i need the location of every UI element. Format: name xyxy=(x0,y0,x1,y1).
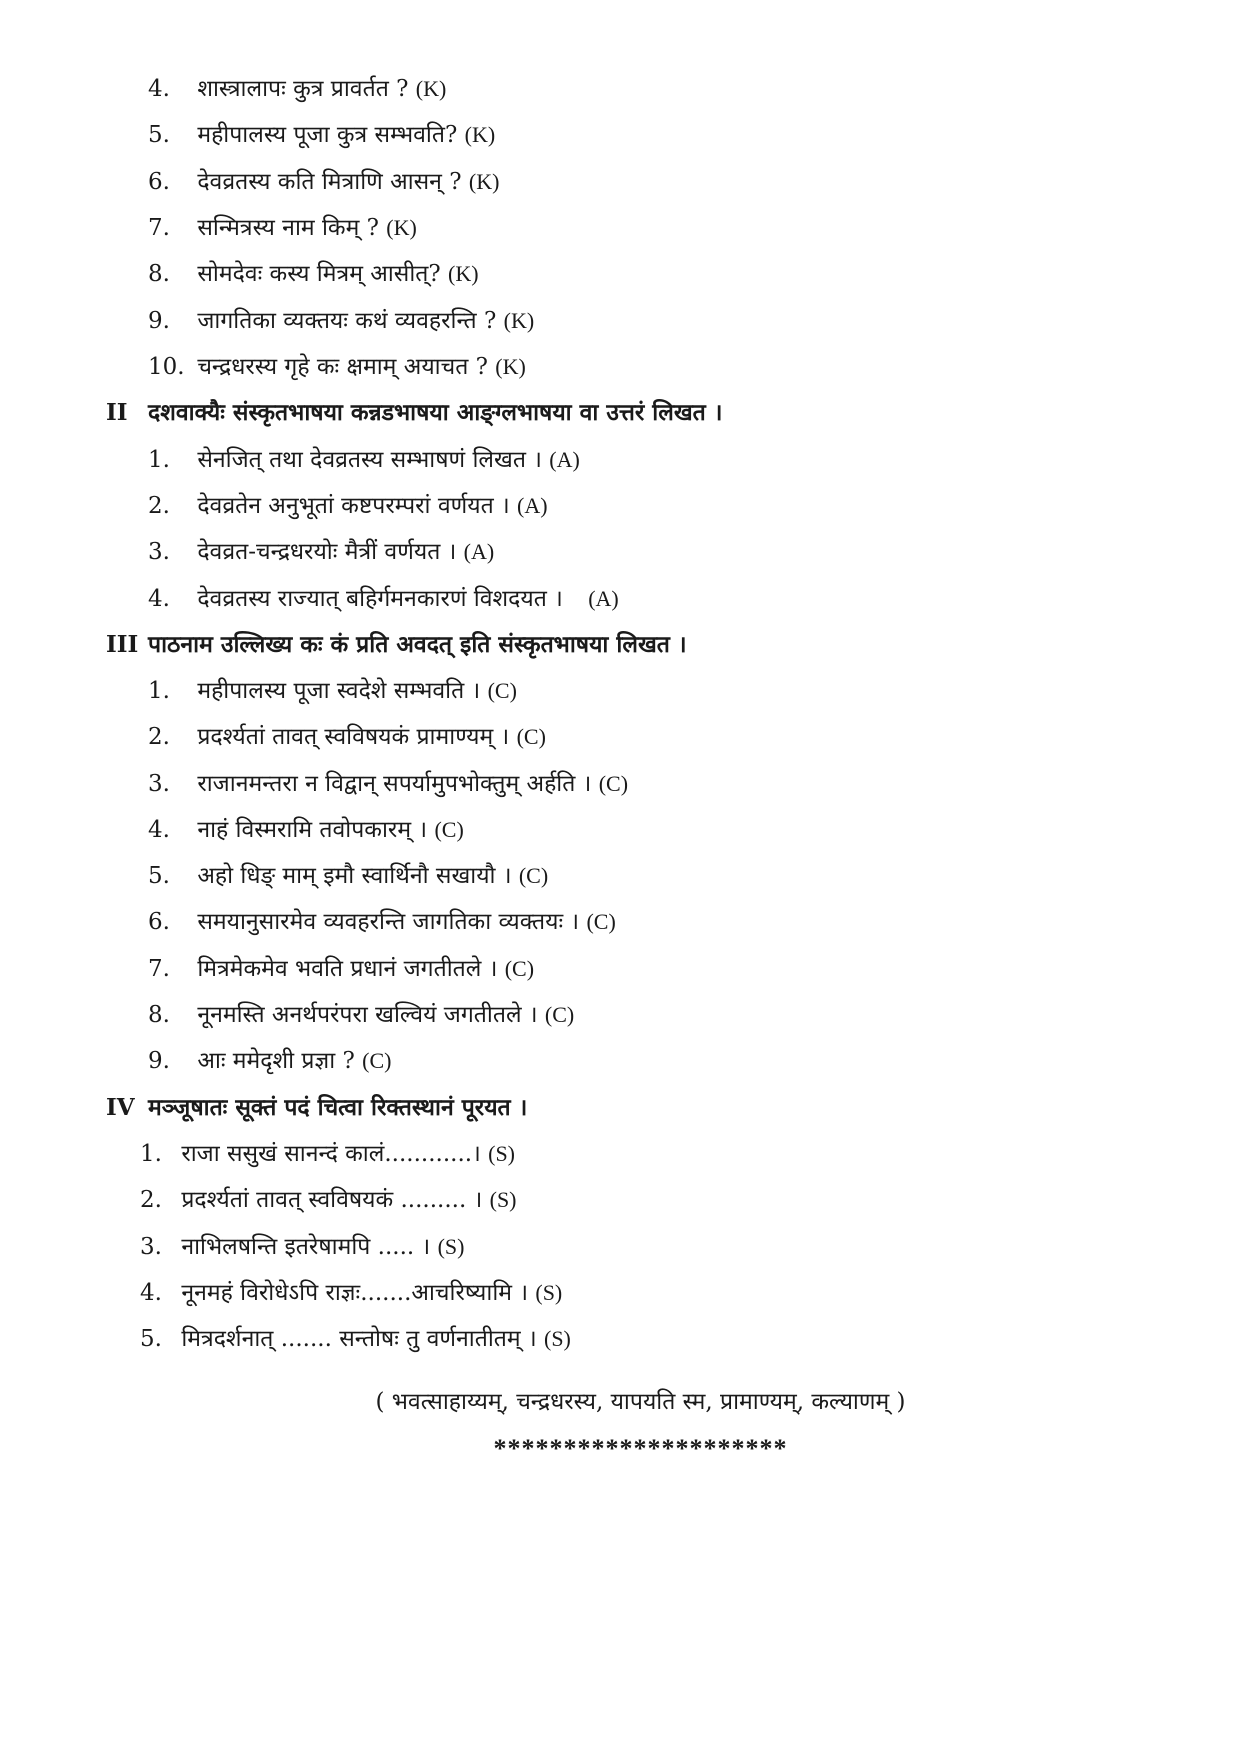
question-ii-4: 4. देवव्रतस्य राज्यात् बहिर्गमनकारणं विशदयत । (A) xyxy=(148,586,619,612)
section-ii-heading: II दशवाक्यैः संस्कृतभाषया कन्नडभाषया आङ्ग्लभाषया वा उत्तरं लिखत । xyxy=(106,399,723,426)
question-i-10: 10. चन्द्रधरस्य गृहे कः क्षमाम् अयाचत ? (K) xyxy=(148,354,526,380)
word-box: ( भवत्साहाय्यम्, चन्द्रधरस्य, यापयति स्म, प्रामाण्यम्, कल्याणम् ) xyxy=(375,1389,906,1415)
question-iv-5: 5. मित्रदर्शनात् ....... सन्तोषः तु वर्णनातीतम् । (S) xyxy=(140,1326,571,1352)
question-iv-1: 1. राजा ससुखं सानन्दं कालं............। (S) xyxy=(140,1141,516,1167)
question-ii-2: 2. देवव्रतेन अनुभूतां कष्टपरम्परां वर्णयत । (A) xyxy=(148,493,548,519)
question-iii-6: 6. समयानुसारमेव व्यवहरन्ति जागतिका व्यक्तयः । (C) xyxy=(148,909,616,935)
question-iv-3: 3. नाभिलषन्ति इतरेषामपि ..... । (S) xyxy=(140,1234,465,1260)
question-i-9: 9. जागतिका व्यक्तयः कथं व्यवहरन्ति ? (K) xyxy=(148,308,535,334)
question-iii-8: 8. नूनमस्ति अनर्थपरंपरा खल्वियं जगतीतले । (C) xyxy=(148,1002,575,1028)
section-iv-heading: IV मञ्जूषातः सूक्तं पदं चित्वा रिक्तस्थानं पूरयत । xyxy=(106,1094,528,1121)
question-i-4: 4. शास्त्रालापः कुत्र प्रावर्तत ? (K) xyxy=(148,76,447,102)
section-iii-heading: III पाठनाम उल्लिख्य कः कं प्रति अवदत् इति संस्कृतभाषया लिखत । xyxy=(106,631,687,658)
question-ii-3: 3. देवव्रत-चन्द्रधरयोः मैत्रीं वर्णयत । (A) xyxy=(148,539,495,565)
question-i-8: 8. सोमदेवः कस्य मित्रम् आसीत्? (K) xyxy=(148,261,479,287)
question-iv-2: 2. प्रदर्श्यतां तावत् स्वविषयकं ......... । (S) xyxy=(140,1187,517,1213)
question-iii-2: 2. प्रदर्श्यतां तावत् स्वविषयकं प्रामाण्यम् । (C) xyxy=(148,724,546,750)
question-ii-1: 1. सेनजित् तथा देवव्रतस्य सम्भाषणं लिखत । (A) xyxy=(148,447,580,473)
question-iv-4: 4. नूनमहं विरोधेऽपि राज्ञः.......आचरिष्यामि । (S) xyxy=(140,1280,563,1306)
question-iii-7: 7. मित्रमेकमेव भवति प्रधानं जगतीतले । (C) xyxy=(148,956,535,982)
question-iii-9: 9. आः ममेदृशी प्रज्ञा ? (C) xyxy=(148,1048,392,1074)
question-i-6: 6. देवव्रतस्य कति मित्राणि आसन् ? (K) xyxy=(148,169,500,195)
question-iii-1: 1. महीपालस्य पूजा स्वदेशे सम्भवति । (C) xyxy=(148,678,517,704)
question-iii-4: 4. नाहं विस्मरामि तवोपकारम् । (C) xyxy=(148,817,464,843)
footer-stars: ********************* xyxy=(493,1434,788,1463)
question-i-5: 5. महीपालस्य पूजा कुत्र सम्भवति? (K) xyxy=(148,122,496,148)
question-iii-5: 5. अहो धिङ् माम् इमौ स्वार्थिनौ सखायौ । (C) xyxy=(148,863,549,889)
question-i-7: 7. सन्मित्रस्य नाम किम् ? (K) xyxy=(148,215,417,241)
question-iii-3: 3. राजानमन्तरा न विद्वान् सपर्यामुपभोक्तुम् अर्हति । (C) xyxy=(148,771,629,797)
